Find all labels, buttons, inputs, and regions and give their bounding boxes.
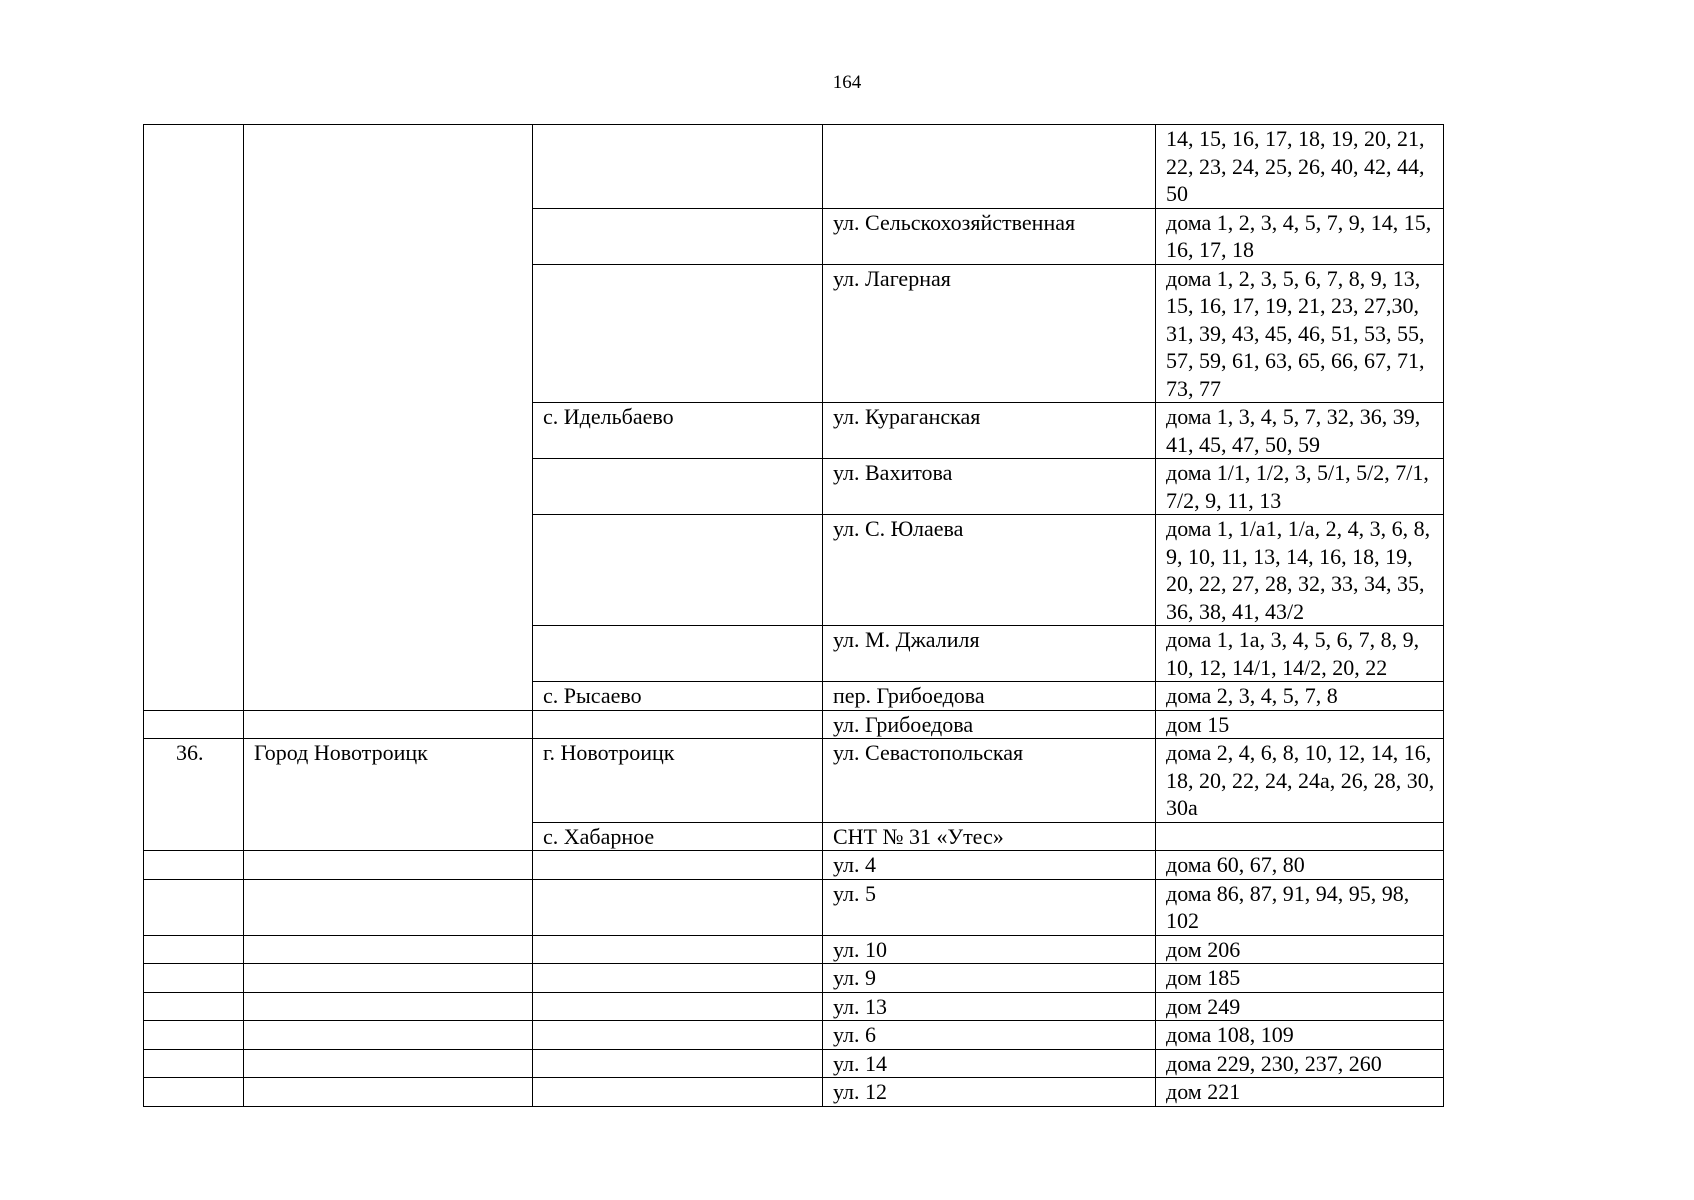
street-cell: ул. Вахитова xyxy=(823,459,1156,515)
locality-cell xyxy=(533,208,823,264)
row-number-cell xyxy=(144,992,244,1021)
table-row xyxy=(144,1078,1444,1107)
row-number-cell xyxy=(144,1021,244,1050)
row-number-cell xyxy=(144,125,244,711)
street-cell: ул. 5 xyxy=(823,879,1156,935)
table-row xyxy=(144,1049,1444,1078)
locality-cell: с. Хабарное xyxy=(533,822,823,851)
houses-cell: дома 1, 1/а1, 1/а, 2, 4, 3, 6, 8, 9, 10, 11, 13, 14, 16, 18, 19, 20, 22, 27, 28, 32, 33, 34, 35, 36, 38, 41, 43/2 xyxy=(1156,515,1444,626)
houses-cell: дома 2, 3, 4, 5, 7, 8 xyxy=(1156,682,1444,711)
table-row xyxy=(144,964,1444,993)
locality-cell xyxy=(533,935,823,964)
locality-cell xyxy=(533,879,823,935)
street-cell: ул. С. Юлаева xyxy=(823,515,1156,626)
municipality-cell xyxy=(244,964,533,993)
houses-cell: дома 1, 1а, 3, 4, 5, 6, 7, 8, 9, 10, 12, 14/1, 14/2, 20, 22 xyxy=(1156,626,1444,682)
locality-cell xyxy=(533,264,823,403)
locality-cell xyxy=(533,992,823,1021)
houses-cell: дома 1, 2, 3, 4, 5, 7, 9, 14, 15, 16, 17, 18 xyxy=(1156,208,1444,264)
houses-cell: дом 221 xyxy=(1156,1078,1444,1107)
municipality-cell xyxy=(244,1021,533,1050)
row-number-cell xyxy=(144,1078,244,1107)
locality-cell xyxy=(533,851,823,880)
houses-cell: дома 1/1, 1/2, 3, 5/1, 5/2, 7/1, 7/2, 9, 11, 13 xyxy=(1156,459,1444,515)
houses-cell: дома 108, 109 xyxy=(1156,1021,1444,1050)
row-number-cell xyxy=(144,710,244,739)
locality-cell xyxy=(533,515,823,626)
houses-cell: дом 249 xyxy=(1156,992,1444,1021)
table-row xyxy=(144,710,1444,739)
table-row xyxy=(144,125,1444,209)
row-number-cell xyxy=(144,1049,244,1078)
street-cell: ул. М. Джалиля xyxy=(823,626,1156,682)
street-cell: ул. Лагерная xyxy=(823,264,1156,403)
street-cell: ул. 9 xyxy=(823,964,1156,993)
locality-cell xyxy=(533,1078,823,1107)
houses-cell: дома 2, 4, 6, 8, 10, 12, 14, 16, 18, 20, 22, 24, 24а, 26, 28, 30, 30а xyxy=(1156,739,1444,823)
street-cell: ул. Сельскохозяйственная xyxy=(823,208,1156,264)
municipality-cell: Город Новотроицк xyxy=(244,739,533,851)
houses-cell: дома 86, 87, 91, 94, 95, 98, 102 xyxy=(1156,879,1444,935)
municipality-cell xyxy=(244,125,533,711)
row-number-cell xyxy=(144,851,244,880)
street-cell: ул. Кураганская xyxy=(823,403,1156,459)
houses-cell xyxy=(1156,822,1444,851)
locality-cell xyxy=(533,626,823,682)
street-cell: пер. Грибоедова xyxy=(823,682,1156,711)
houses-cell: дома 60, 67, 80 xyxy=(1156,851,1444,880)
houses-cell: дом 185 xyxy=(1156,964,1444,993)
street-cell: ул. 13 xyxy=(823,992,1156,1021)
municipality-cell xyxy=(244,710,533,739)
locality-cell: г. Новотроицк xyxy=(533,739,823,823)
street-cell: СНТ № 31 «Утес» xyxy=(823,822,1156,851)
locality-cell xyxy=(533,964,823,993)
table-row xyxy=(144,992,1444,1021)
row-number-cell: 36. xyxy=(144,739,244,851)
row-number-cell xyxy=(144,964,244,993)
street-cell: ул. Севастопольская xyxy=(823,739,1156,823)
street-cell: ул. 14 xyxy=(823,1049,1156,1078)
table-row xyxy=(144,879,1444,935)
street-cell: ул. 6 xyxy=(823,1021,1156,1050)
street-cell: ул. Грибоедова xyxy=(823,710,1156,739)
houses-cell: дом 15 xyxy=(1156,710,1444,739)
page-number: 164 xyxy=(832,72,862,93)
houses-cell: 14, 15, 16, 17, 18, 19, 20, 21, 22, 23, 24, 25, 26, 40, 42, 44, 50 xyxy=(1156,125,1444,209)
municipality-cell xyxy=(244,1078,533,1107)
address-table xyxy=(143,124,1444,1107)
municipality-cell xyxy=(244,935,533,964)
locality-cell xyxy=(533,459,823,515)
municipality-cell xyxy=(244,879,533,935)
municipality-cell xyxy=(244,1049,533,1078)
street-cell: ул. 4 xyxy=(823,851,1156,880)
row-number-cell xyxy=(144,879,244,935)
locality-cell xyxy=(533,1049,823,1078)
table-row xyxy=(144,935,1444,964)
row-number-cell xyxy=(144,935,244,964)
street-cell: ул. 10 xyxy=(823,935,1156,964)
houses-cell: дома 1, 2, 3, 5, 6, 7, 8, 9, 13, 15, 16, 17, 19, 21, 23, 27,30, 31, 39, 43, 45, 46, 51, 53, 55, 57, 59, 61, 63, 65, 66, 67, 71, 73, 77 xyxy=(1156,264,1444,403)
street-cell: ул. 12 xyxy=(823,1078,1156,1107)
locality-cell xyxy=(533,710,823,739)
street-cell xyxy=(823,125,1156,209)
locality-cell xyxy=(533,1021,823,1050)
municipality-cell xyxy=(244,851,533,880)
locality-cell: с. Идельбаево xyxy=(533,403,823,459)
table-row xyxy=(144,739,1444,823)
municipality-cell xyxy=(244,992,533,1021)
houses-cell: дома 229, 230, 237, 260 xyxy=(1156,1049,1444,1078)
locality-cell xyxy=(533,125,823,209)
locality-cell: с. Рысаево xyxy=(533,682,823,711)
houses-cell: дом 206 xyxy=(1156,935,1444,964)
houses-cell: дома 1, 3, 4, 5, 7, 32, 36, 39, 41, 45, 47, 50, 59 xyxy=(1156,403,1444,459)
table-row xyxy=(144,1021,1444,1050)
table-row xyxy=(144,851,1444,880)
